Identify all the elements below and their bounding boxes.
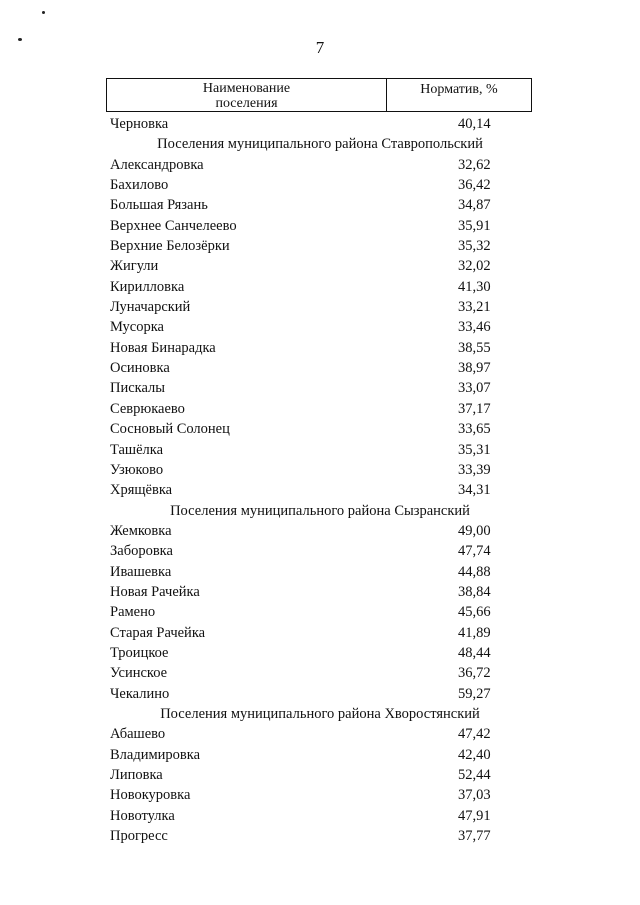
- header-settlement-name: [107, 79, 387, 111]
- settlement-name: Александровка: [110, 156, 204, 173]
- table-row: [0, 643, 640, 663]
- table-row: [0, 256, 640, 276]
- group-heading-row: [0, 501, 640, 521]
- normative-value: 49,00: [458, 522, 491, 539]
- settlement-name: Узюково: [110, 461, 164, 478]
- settlement-name: Сосновый Солонец: [110, 421, 230, 438]
- header-settlement-name-line2: поселения: [215, 96, 278, 111]
- normative-value: 35,31: [458, 441, 491, 458]
- normative-value: 38,97: [458, 360, 491, 377]
- table-row: [0, 521, 640, 541]
- settlement-name: Большая Рязань: [110, 197, 208, 214]
- page-number: 7: [315, 38, 325, 57]
- table-row: [0, 216, 640, 236]
- table-row: [0, 297, 640, 317]
- table-row: [0, 338, 640, 358]
- settlement-name: Черновка: [110, 116, 169, 132]
- header-normative: Норматив, %: [420, 82, 498, 97]
- normative-value: 37,03: [458, 787, 491, 804]
- table-row: [0, 785, 640, 805]
- group-heading: Поселения муниципального района Ставропольский: [157, 136, 483, 153]
- normative-value: 38,84: [458, 583, 491, 600]
- settlement-name: Ташёлка: [110, 441, 164, 458]
- settlement-name: Жемковка: [110, 522, 172, 539]
- settlement-name: Троицкое: [110, 644, 169, 661]
- normative-value: 33,46: [458, 319, 491, 336]
- settlement-name: Луначарский: [110, 299, 191, 316]
- table-row: [0, 826, 640, 846]
- normative-value: 44,88: [458, 563, 491, 580]
- table-row: [0, 155, 640, 175]
- table-row: [0, 195, 640, 215]
- normative-value: 36,42: [458, 177, 491, 194]
- normative-value: 34,87: [458, 197, 491, 214]
- group-heading-row: [0, 134, 640, 154]
- header-settlement-name-line1: Наименование: [202, 81, 291, 96]
- table-row: [0, 480, 640, 500]
- settlement-name: Новотулка: [110, 807, 175, 824]
- table-row: [0, 114, 640, 134]
- table-row: [0, 765, 640, 785]
- normative-value: 33,39: [458, 461, 491, 478]
- settlement-name: Бахилово: [110, 177, 169, 194]
- normative-value: 38,55: [458, 339, 491, 356]
- table-row: [0, 399, 640, 419]
- normative-value: 47,91: [458, 807, 491, 824]
- normative-value: 47,42: [458, 726, 491, 743]
- normative-value: 33,21: [458, 299, 491, 316]
- settlement-name: Новокуровка: [110, 787, 191, 804]
- table-row: [0, 541, 640, 561]
- settlement-name: Заборовка: [110, 543, 173, 560]
- settlement-name: Новая Бинарадка: [110, 339, 216, 356]
- normative-value: 42,40: [458, 746, 491, 763]
- settlement-name: Владимировка: [110, 746, 201, 763]
- table-row: [0, 378, 640, 398]
- normative-value: 45,66: [458, 604, 491, 621]
- group-heading: Поселения муниципального района Хворостянский: [160, 705, 480, 722]
- settlement-name: Новая Рачейка: [110, 583, 200, 600]
- settlement-name: Абашево: [110, 726, 166, 743]
- normative-value: 37,77: [458, 828, 491, 845]
- table-row: [0, 460, 640, 480]
- normative-value: 47,74: [458, 543, 491, 560]
- settlement-name: Пискалы: [110, 380, 166, 397]
- table-row: [0, 317, 640, 337]
- group-heading-row: [0, 704, 640, 724]
- group-heading: Поселения муниципального района Сызранский: [170, 502, 470, 519]
- normative-value: 33,65: [458, 421, 491, 438]
- settlement-name: Мусорка: [110, 319, 164, 336]
- settlement-name: Жигули: [110, 258, 159, 275]
- settlement-name: Прогресс: [110, 828, 168, 845]
- normative-value: 40,14: [458, 116, 491, 132]
- normative-value: 52,44: [458, 767, 491, 783]
- normative-value: 48,44: [458, 644, 491, 661]
- normative-value: 36,72: [458, 665, 491, 682]
- normative-value: 41,30: [458, 278, 491, 295]
- settlement-name: Ивашевка: [110, 563, 172, 580]
- normative-value: 32,62: [458, 156, 491, 173]
- table-header: [106, 78, 532, 112]
- settlement-name: Рамено: [110, 604, 156, 621]
- table-row: [0, 440, 640, 460]
- table-body: [0, 114, 640, 846]
- normative-value: 37,17: [458, 400, 491, 417]
- settlement-name: Осиновка: [110, 360, 170, 377]
- settlement-name: Верхнее Санчелеево: [110, 217, 237, 234]
- table-row: [0, 358, 640, 378]
- table-row: [0, 419, 640, 439]
- normative-value: 41,89: [458, 624, 491, 641]
- settlement-name: Липовка: [110, 767, 163, 783]
- normative-value: 59,27: [458, 685, 491, 702]
- table-row: [0, 745, 640, 765]
- table-row: [0, 806, 640, 826]
- table-row: [0, 602, 640, 622]
- settlement-name: Верхние Белозёрки: [110, 238, 230, 255]
- normative-value: 35,32: [458, 238, 491, 255]
- table-row: [0, 175, 640, 195]
- settlement-name: Чекалино: [110, 685, 170, 702]
- normative-value: 35,91: [458, 217, 491, 234]
- normative-value: 34,31: [458, 482, 491, 499]
- settlement-name: Старая Рачейка: [110, 624, 206, 641]
- table-row: [0, 684, 640, 704]
- table-row: [0, 582, 640, 602]
- table-row: [0, 562, 640, 582]
- table-row: [0, 236, 640, 256]
- settlement-name: Севрюкаево: [110, 400, 185, 417]
- table-row: [0, 623, 640, 643]
- settlement-name: Кирилловка: [110, 278, 185, 295]
- normative-value: 33,07: [458, 380, 491, 397]
- scan-speck: [42, 11, 45, 14]
- normative-value: 32,02: [458, 258, 491, 275]
- table-row: [0, 663, 640, 683]
- table-row: [0, 724, 640, 744]
- settlement-name: Усинское: [110, 665, 168, 682]
- table-row: [0, 277, 640, 297]
- settlement-name: Хрящёвка: [110, 482, 173, 499]
